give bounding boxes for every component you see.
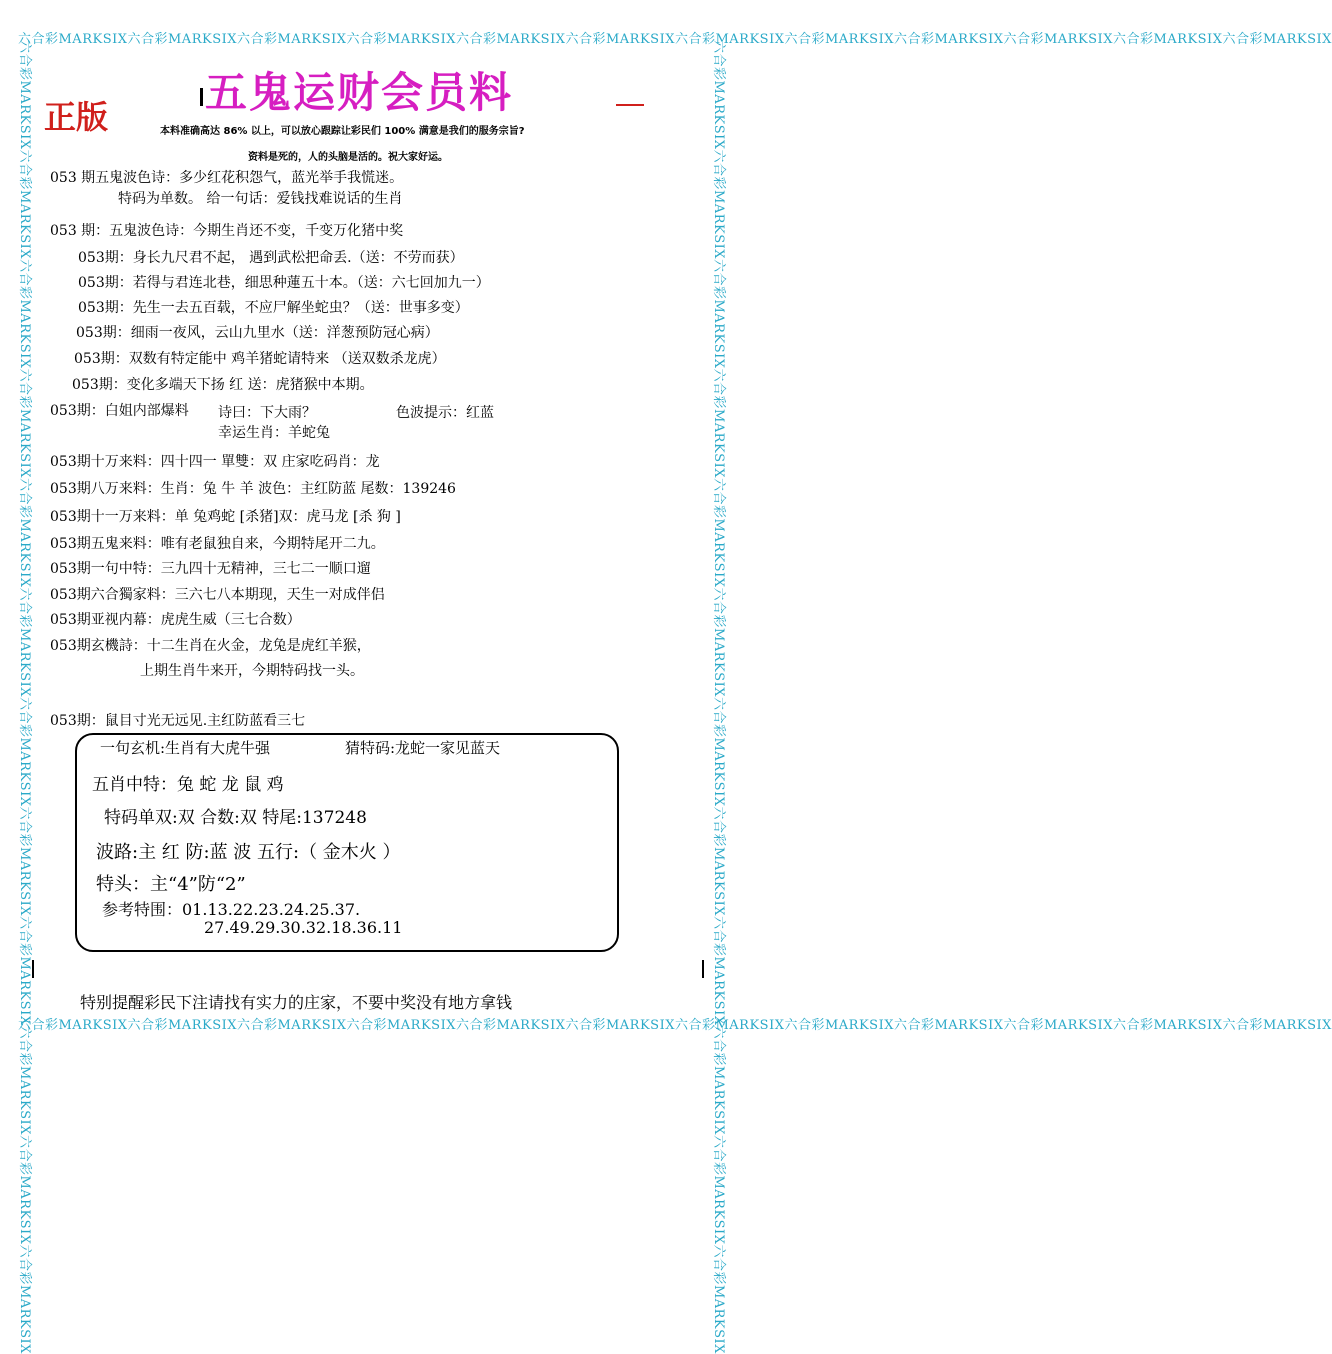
text-line: 053期一句中特：三九四十无精神，三七二一顺口遛 (50, 561, 371, 577)
title-divider-mark (200, 88, 203, 106)
text-line: 特码为单数。 给一句话：爱钱找难说话的生肖 (118, 191, 403, 207)
text-line: 053期玄機詩：十二生肖在火金，龙兔是虎红羊猴， (50, 638, 371, 654)
text-line: 053期：细雨一夜风，云山九里水（送：洋葱预防冠心病） (76, 325, 439, 341)
border-watermark-right: 六合彩MARKSIX六合彩MARKSIX六合彩MARKSIX六合彩MARKSIX六合彩MARKSIX六合彩MARKSIX六合彩MARKSIX六合彩MARKSIX六合彩MARKSIX六合彩MARKSIX六合彩MARKSIX六合彩MARKSIX (711, 40, 726, 1354)
text-line: 诗曰：下大雨？ (218, 405, 316, 421)
text-line: 053期：双数有特定能中 鸡羊猪蛇请特来 （送双数杀龙虎） (74, 351, 446, 367)
text-line: 053期：身长九尺君不起， 遇到武松把命丢.（送：不劳而获） (78, 250, 464, 266)
text-line: 053期：变化多端天下扬 红 送：虎猪猴中本期。 (72, 377, 374, 393)
guess-line: 猜特码:龙蛇一家见蓝天 (345, 739, 501, 757)
wave-line: 波路:主 红 防:蓝 波 五行:（ 金木火 ） (96, 842, 401, 863)
text-line: 053期亚视内幕：虎虎生威（三七合数） (50, 612, 301, 628)
text-line: 色波提示：红蓝 (396, 405, 494, 421)
border-watermark-left: 六合彩MARKSIX六合彩MARKSIX六合彩MARKSIX六合彩MARKSIX六合彩MARKSIX六合彩MARKSIX六合彩MARKSIX六合彩MARKSIX六合彩MARKSIX六合彩MARKSIX六合彩MARKSIX六合彩MARKSIX (17, 40, 32, 1354)
border-watermark-top: 六合彩MARKSIX六合彩MARKSIX六合彩MARKSIX六合彩MARKSIX六合彩MARKSIX六合彩MARKSIX六合彩MARKSIX六合彩MARKSIX六合彩MARKSIX六合彩MARKSIX六合彩MARKSIX六合彩MARKSIX (18, 32, 1332, 47)
odd-even-line: 特码单双:双 合数:双 特尾:137248 (104, 808, 367, 828)
text-line: 053期十一万来料：单 兔鸡蛇 [杀猪]双：虎马龙 [杀 狗 ] (50, 509, 401, 525)
red-dash-mark (616, 104, 644, 106)
left-tick-mark (32, 960, 34, 978)
genuine-stamp: 正版 (44, 98, 109, 136)
text-line: 053期八万来料：生肖：兔 牛 羊 波色：主红防蓝 尾数：139246 (50, 481, 456, 497)
reference-line-2: 27.49.29.30.32.18.36.11 (204, 918, 403, 937)
intro-line-2: 资料是死的，人的头脑是活的。祝大家好运。 (248, 152, 448, 163)
border-watermark-bottom: 六合彩MARKSIX六合彩MARKSIX六合彩MARKSIX六合彩MARKSIX六合彩MARKSIX六合彩MARKSIX六合彩MARKSIX六合彩MARKSIX六合彩MARKSIX六合彩MARKSIX六合彩MARKSIX六合彩MARKSIX (18, 1018, 1332, 1033)
footer-warning: 特别提醒彩民下注请找有实力的庄家，不要中奖没有地方拿钱 (80, 993, 513, 1012)
riddle-line: 一句玄机:生肖有大虎牛强 (100, 739, 271, 757)
right-tick-mark (702, 960, 704, 978)
text-line: 053期五鬼来料：唯有老鼠独自来，今期特尾开二九。 (50, 536, 385, 552)
text-line: 053 期：五鬼波色诗：今期生肖还不变，千变万化猪中奖 (50, 223, 404, 239)
text-line: 053期十万来料：四十四一 單雙：双 庄家吃码肖：龙 (50, 454, 380, 470)
five-zodiac-line: 五肖中特：兔 蛇 龙 鼠 鸡 (92, 775, 284, 795)
intro-line-1: 本料准确高达 86% 以上，可以放心跟踪让彩民们 100% 满意是我们的服务宗旨? (160, 126, 525, 137)
text-line: 053期六合獨家料：三六七八本期现，天生一对成伴侣 (50, 587, 385, 603)
head-line: 特头：主“4”防“2” (96, 874, 246, 895)
text-line: 053期：白姐内部爆料 (50, 403, 189, 419)
text-line: 幸运生肖：羊蛇兔 (218, 425, 330, 441)
text-line: 053期：先生一去五百载，不应尸解坐蛇虫？（送：世事多变） (78, 300, 469, 316)
text-line: 上期生肖牛来开，今期特码找一头。 (140, 663, 364, 679)
text-line: 053 期五鬼波色诗：多少红花积怨气，蓝光举手我慌迷。 (50, 170, 404, 186)
text-line: 053期：鼠目寸光无远见.主红防蓝看三七 (50, 713, 306, 729)
reference-line-1: 参考特围：01.13.22.23.24.25.37. (102, 900, 361, 919)
text-line: 053期：若得与君连北巷，细思种蓮五十本。（送：六七回加九一） (78, 275, 490, 291)
page-title: 五鬼运财会员料 (205, 68, 514, 117)
